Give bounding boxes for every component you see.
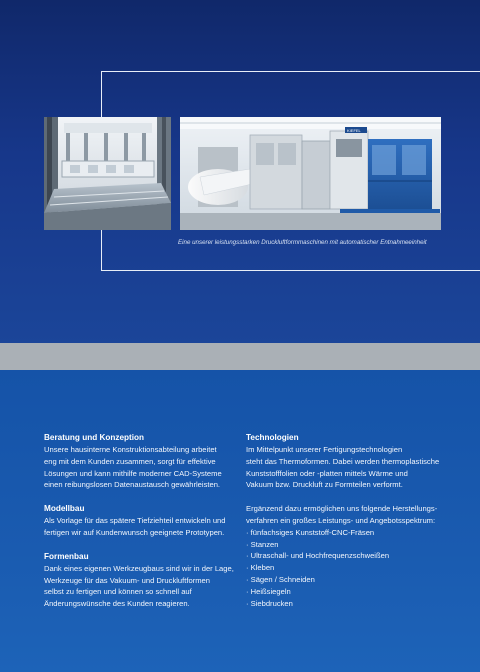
text-line: Vakuum bzw. Druckluft zu Formteilen verformt.	[246, 480, 403, 490]
machine-photo-illustration	[180, 117, 441, 230]
text-line: Dank eines eigenen Werkzeugbaus sind wir in der Lage,	[44, 563, 234, 573]
text-line: Als Vorlage für das spätere Tiefziehteil entwickeln und	[44, 516, 226, 526]
process-list	[246, 527, 446, 610]
list-item: · Siebdrucken	[246, 598, 293, 608]
text-line: Lösungen und kann mithilfe moderner CAD-Systeme	[44, 468, 222, 478]
section-heading: Formenbau	[44, 551, 89, 561]
tool-photo-illustration	[44, 117, 171, 230]
text-line: eng mit dem Kunden zusammen, sorgt für effektive	[44, 456, 216, 466]
right-text-column	[246, 432, 446, 609]
section-modellbau	[44, 503, 236, 539]
list-item: · fünfachsiges Kunststoff-CNC-Fräsen	[246, 527, 375, 537]
list-item: · Ultraschall- und Hochfrequenzschweißen	[246, 551, 390, 561]
list-item: · Kleben	[246, 563, 275, 573]
text-line: steht das Thermoformen. Dabei werden thermoplastische	[246, 456, 440, 466]
left-text-column	[44, 432, 236, 622]
text-line: Werkzeuge für das Vakuum- und Druckluftformen	[44, 575, 211, 585]
text-line: verfahren ein großes Leistungs- und Angebotsspektrum:	[246, 515, 436, 525]
text-line: Änderungswünsche des Kunden reagieren.	[44, 599, 190, 609]
text-line: selbst zu fertigen und können so schnell auf	[44, 587, 192, 597]
spacer	[246, 491, 446, 503]
text-line: einen reibungslosen Datenaustausch gewährleisten.	[44, 480, 221, 490]
photo-caption: Eine unserer leistungsstarken Druckluftformmaschinen mit automatischer Entnahmeeinheit	[178, 239, 427, 246]
section-beratung	[44, 432, 236, 491]
section-formenbau	[44, 551, 236, 610]
text-line: Ergänzend dazu ermöglichen uns folgende Herstellungs-	[246, 504, 438, 514]
list-item: · Heißsiegeln	[246, 586, 291, 596]
text-line: Kunststofffolien oder -platten mittels Wärme und	[246, 468, 408, 478]
section-heading-technologien: Technologien	[246, 433, 299, 442]
gray-divider-band	[0, 343, 480, 370]
section-heading: Modellbau	[44, 504, 85, 514]
thermoforming-machine-photo	[180, 117, 441, 230]
text-line: Im Mittelpunkt unserer Fertigungstechnologien	[246, 445, 403, 454]
machine-badge: KIEFEL	[347, 128, 361, 133]
text-line: fertigen wir auf Kundenwunsch geeignete Prototypen.	[44, 527, 225, 537]
thermoforming-tool-photo	[44, 117, 171, 230]
list-item: · Sägen / Schneiden	[246, 574, 315, 584]
section-heading: Beratung und Konzeption	[44, 433, 145, 442]
list-item: · Stanzen	[246, 539, 279, 549]
text-line: Unsere hausinterne Konstruktionsabteilung arbeitet	[44, 445, 217, 454]
